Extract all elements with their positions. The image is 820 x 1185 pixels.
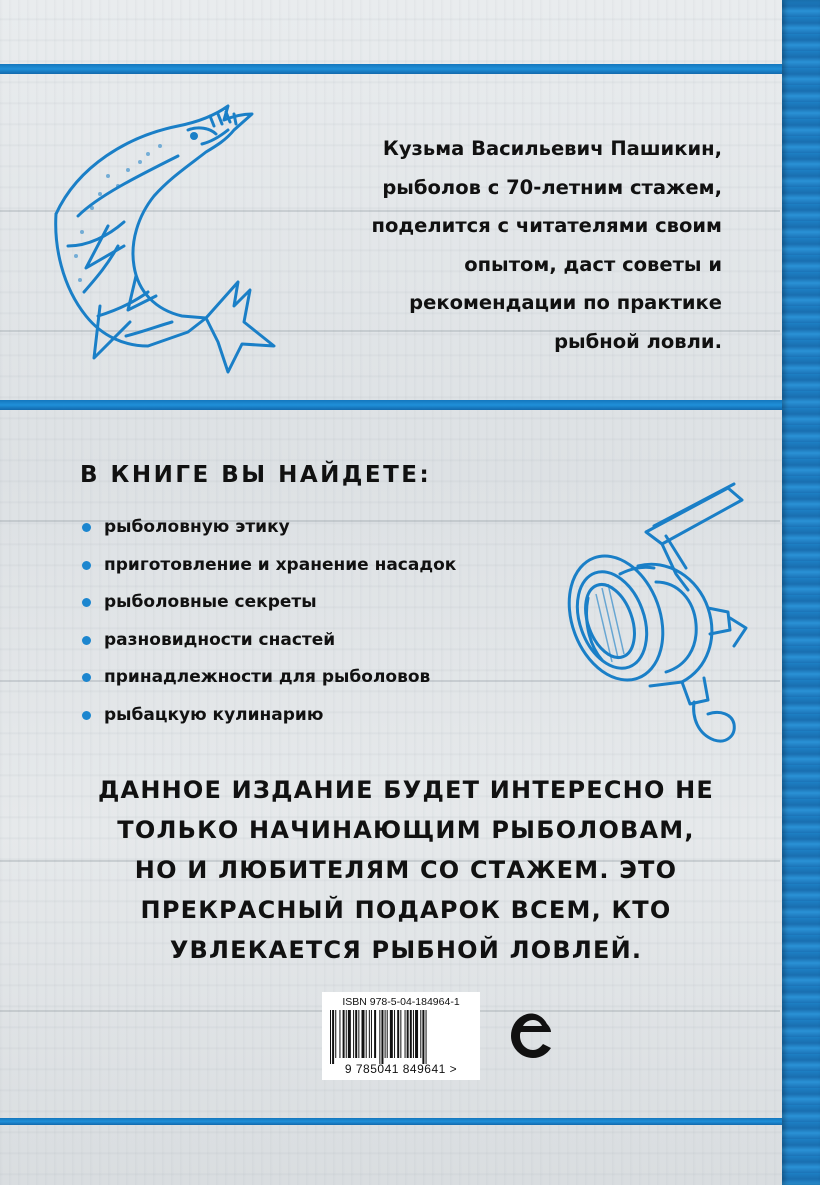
feature-label: принадлежности для рыболовов [104, 667, 431, 688]
intro-line: опытом, даст советы и [464, 252, 722, 276]
feature-label: рыболовную этику [104, 517, 290, 537]
promo-line: ПРЕКРАСНЫЙ ПОДАРОК ВСЕМ, КТО [140, 896, 672, 924]
promo-line: УВЛЕКАЕТСЯ РЫБНОЙ ЛОВЛЕЙ. [169, 936, 643, 964]
isbn-number: ISBN 978-5-04-184964-1 [342, 996, 460, 1008]
bullet-dot-icon [82, 598, 91, 607]
intro-line: Кузьма Васильевич Пашикин, [382, 137, 722, 160]
feature-item [80, 625, 456, 663]
feature-label: рыбацкую кулинарию [104, 704, 324, 725]
bullet-dot-icon [82, 673, 91, 682]
intro-line: рекомендации по практике [409, 291, 722, 314]
intro-line: рыболов с 70-летним стажем, [382, 175, 722, 199]
blue-spine-edge [782, 0, 820, 1185]
bullet-dot-icon [82, 561, 91, 570]
feature-label: разновидности снастей [104, 629, 336, 650]
promo-line: НО И ЛЮБИТЕЛЯМ СО СТАЖЕМ. ЭТО [134, 856, 678, 884]
promo-line: ТОЛЬКО НАЧИНАЮЩИМ РЫБОЛОВАМ, [117, 816, 695, 844]
feature-item [80, 512, 456, 550]
eksmo-logo-icon [507, 1008, 555, 1062]
intro-line: рыбной ловли. [554, 329, 722, 353]
feature-item [80, 662, 456, 700]
barcode-digits: 9 785041 849641 > [344, 1062, 458, 1076]
feature-label: приготовление и хранение насадок [104, 554, 457, 575]
intro-line: поделится с читателями своим [371, 214, 722, 237]
feature-item [80, 550, 456, 588]
feature-item [80, 700, 456, 738]
feature-label: рыболовные секреты [104, 592, 317, 613]
feature-item [80, 587, 456, 625]
pike-fish-icon [38, 96, 278, 386]
features-list [80, 512, 456, 738]
spinning-reel-icon [558, 478, 758, 748]
author-intro-paragraph [250, 130, 722, 361]
top-blue-stripe [0, 64, 782, 74]
bullet-dot-icon [82, 636, 91, 645]
bullet-dot-icon [82, 523, 91, 532]
promo-paragraph [60, 770, 752, 970]
isbn-barcode [322, 992, 480, 1080]
bottom-blue-stripe [0, 1118, 782, 1125]
bullet-dot-icon [82, 711, 91, 720]
middle-blue-stripe [0, 400, 782, 410]
features-heading: В КНИГЕ ВЫ НАЙДЕТЕ: [80, 462, 432, 488]
promo-line: ДАННОЕ ИЗДАНИЕ БУДЕТ ИНТЕРЕСНО НЕ [97, 776, 715, 804]
barcode-bars-icon [328, 1010, 474, 1064]
